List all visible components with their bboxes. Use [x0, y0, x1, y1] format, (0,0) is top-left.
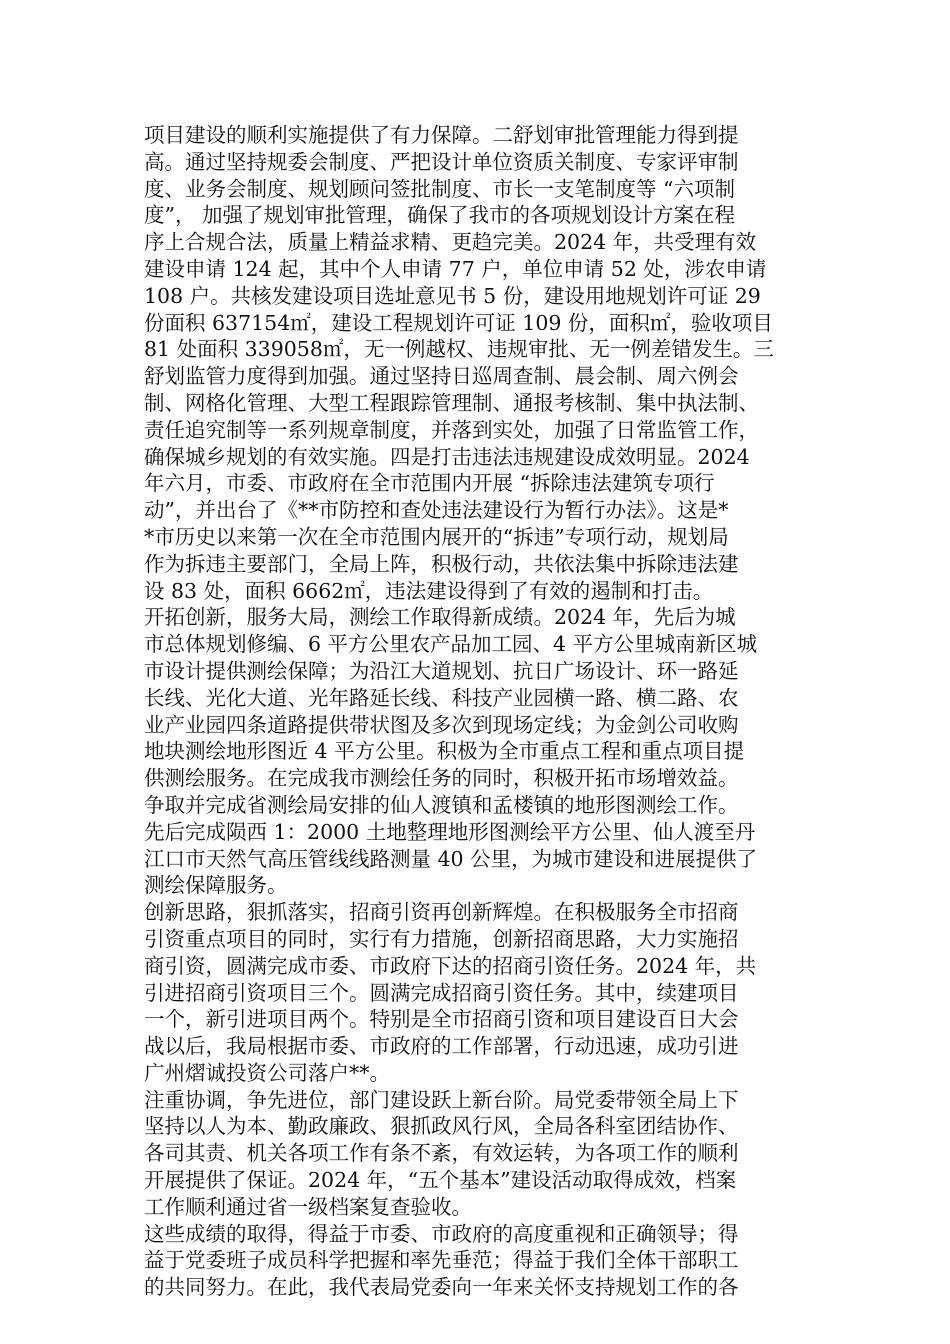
text-line: 引进招商引资项目三个。圆满完成招商引资任务。其中，续建项目: [144, 980, 739, 1005]
text-line: 作为拆违主要部门，全局上阵，积极行动，共依法集中拆除违法建: [144, 551, 739, 576]
text-line: 市设计提供测绘保障；为沿江大道规划、抗日广场设计、环一路延: [144, 658, 739, 683]
text-line: 度、业务会制度、规划顾问签批制度、市长一支笔制度等 “六项制: [144, 176, 735, 201]
text-line: 高。通过坚持规委会制度、严把设计单位资质关制度、专家评审制: [144, 149, 739, 174]
text-line: 序上合规合法，质量上精益求精、更趋完美。2024 年，共受理有效: [144, 230, 757, 255]
text-line: 长线、光化大道、光年路延长线、科技产业园横一路、横二路、农: [144, 685, 739, 710]
text-line: 这些成绩的取得，得益于市委、市政府的高度重视和正确领导；得: [144, 1221, 739, 1246]
text-line: 各司其责、机关各项工作有条不紊，有效运转，为各项工作的顺利: [144, 1141, 739, 1166]
text-line: 市总体规划修编、6 平方公里农产品加工园、4 平方公里城南新区城: [144, 632, 758, 657]
text-line: 地块测绘地形图近 4 平方公里。积极为全市重点工程和重点项目提: [144, 739, 745, 764]
text-line: 战以后，我局根据市委、市政府的工作部署，行动迅速，成功引进: [144, 1034, 739, 1059]
text-line: 供测绘服务。在完成我市测绘任务的同时，积极开拓市场增效益。: [144, 766, 739, 791]
text-line: 一个，新引进项目两个。特别是全市招商引资和项目建设百日大会: [144, 1007, 739, 1032]
text-line: 的共同努力。在此，我代表局党委向一年来关怀支持规划工作的各: [144, 1275, 739, 1300]
text-line: 争取并完成省测绘局安排的仙人渡镇和孟楼镇的地形图测绘工作。: [144, 792, 739, 817]
text-line: 设 83 处，面积 6662㎡，违法建设得到了有效的遏制和打击。: [144, 578, 714, 603]
text-line: 益于党委班子成员科学把握和率先垂范；得益于我们全体干部职工: [144, 1248, 739, 1273]
text-line: 责任追究制等一系列规章制度，并落到实处，加强了日常监管工作，: [144, 417, 759, 442]
text-line: 坚持以人为本、勤政廉政、狠抓政风行风，全局各科室团结协作、: [144, 1114, 739, 1139]
text-line: 工作顺利通过省一级档案复查验收。: [144, 1194, 472, 1219]
text-line: 度”， 加强了规划审批管理，确保了我市的各项规划设计方案在程: [144, 203, 735, 228]
text-line: 81 处面积 339058㎡，无一例越权、违规审批、无一例差错发生。三: [144, 337, 774, 362]
text-line: 商引资，圆满完成市委、市政府下达的招商引资任务。2024 年，共: [144, 953, 757, 978]
text-line: 注重协调，争先进位，部门建设跃上新台阶。局党委带领全局上下: [144, 1087, 739, 1112]
text-line: *市历史以来第一次在全市范围内展开的“拆违”专项行动，规划局: [144, 524, 729, 549]
text-line: 业产业园四条道路提供带状图及多次到现场定线；为金剑公司收购: [144, 712, 739, 737]
text-line: 建设申请 124 起，其中个人申请 77 户，单位申请 52 处，涉农申请: [144, 256, 767, 281]
text-line: 制、网格化管理、大型工程跟踪管理制、通报考核制、集中执法制、: [144, 390, 759, 415]
text-line: 动”，并出台了《**市防控和查处违法建设行为暂行办法》。这是*: [144, 498, 729, 523]
text-line: 项目建设的顺利实施提供了有力保障。二舒划审批管理能力得到提: [144, 123, 739, 147]
text-line: 测绘保障服务。: [144, 873, 288, 898]
text-line: 先后完成陨西 1：2000 土地整理地形图测绘平方公里、仙人渡至丹: [144, 819, 756, 844]
text-line: 创新思路，狠抓落实，招商引资再创新辉煌。在积极服务全市招商: [144, 900, 739, 925]
text-line: 江口市天然气高压管线线路测量 40 公里，为城市建设和进展提供了: [144, 846, 758, 871]
text-line: 108 户。共核发建设项目选址意见书 5 份，建设用地规划许可证 29: [144, 283, 761, 308]
document-body: [144, 122, 816, 1301]
text-line: 广州熠诚投资公司落户**。: [144, 1060, 390, 1085]
text-line: 年六月，市委、市政府在全市范围内开展 “拆除违法建筑专项行: [144, 471, 715, 496]
text-line: 确保城乡规划的有效实施。四是打击违法违规建设成效明显。2024: [144, 444, 750, 469]
text-line: 开展提供了保证。2024 年，“五个基本”建设活动取得成效，档案: [144, 1168, 737, 1193]
text-line: 引资重点项目的同时，实行有力措施，创新招商思路，大力实施招: [144, 926, 739, 951]
text-line: 份面积 637154㎡，建设工程规划许可证 109 份，面积㎡，验收项目: [144, 310, 773, 335]
text-line: 舒划监管力度得到加强。通过坚持日巡周查制、晨会制、周六例会: [144, 364, 739, 389]
text-line: 开拓创新，服务大局，测绘工作取得新成绩。2024 年，先后为城: [144, 605, 736, 630]
